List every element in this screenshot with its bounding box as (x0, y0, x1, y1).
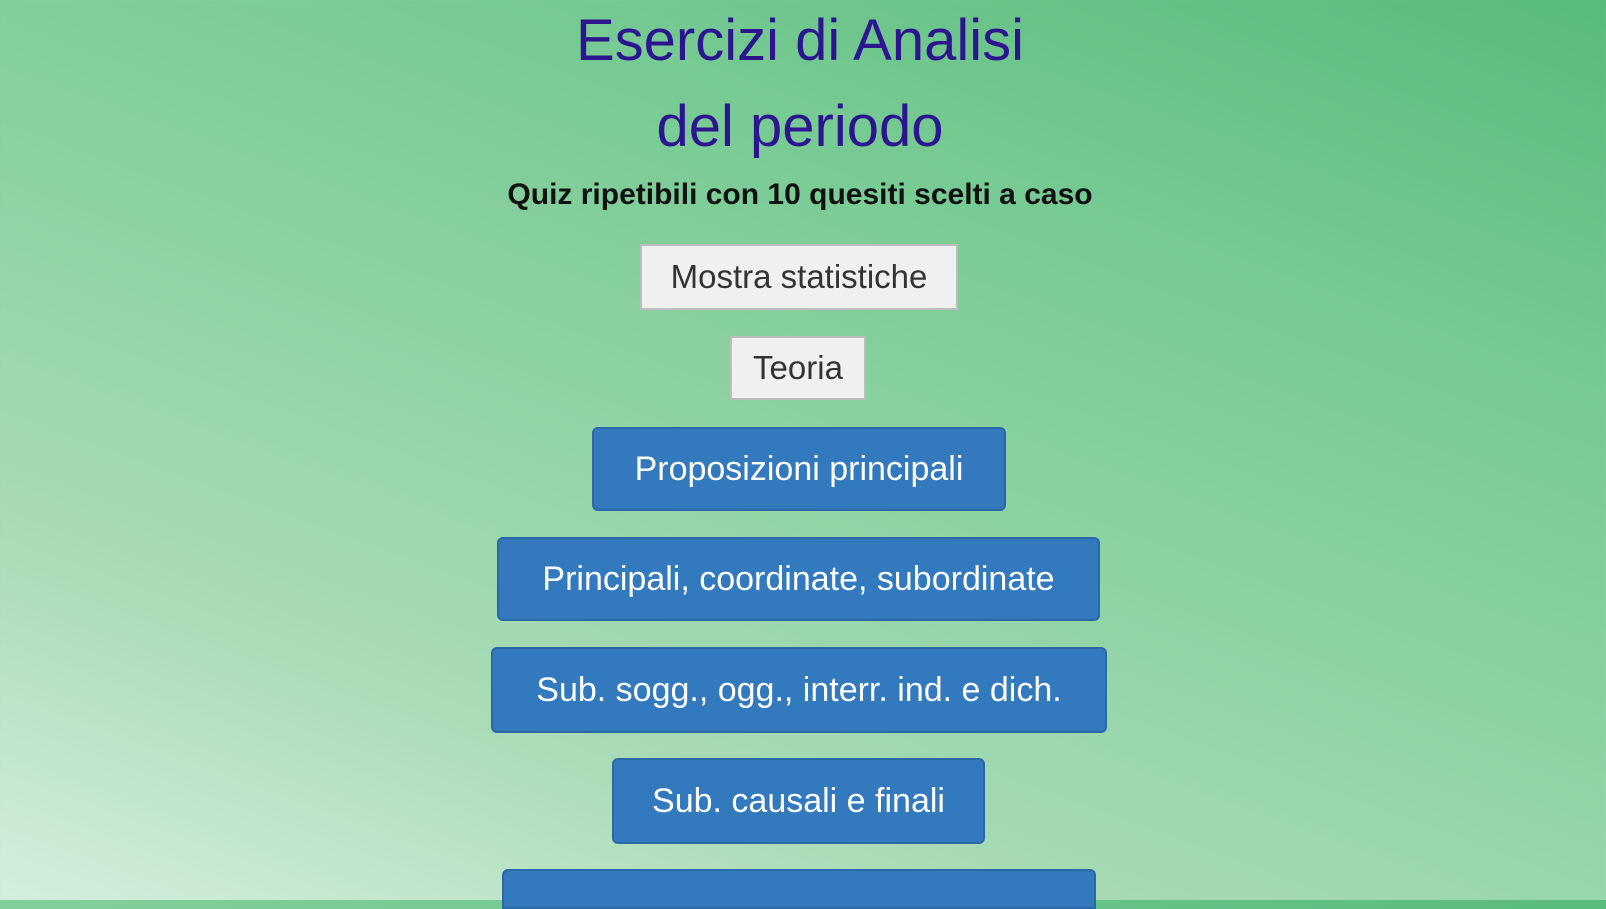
quiz-button-partial[interactable] (502, 869, 1096, 909)
quiz-button-sub-causali-finali[interactable]: Sub. causali e finali (612, 758, 985, 844)
quiz-button-sub-sogg-ogg[interactable]: Sub. sogg., ogg., interr. ind. e dich. (491, 647, 1107, 733)
show-statistics-button[interactable]: Mostra statistiche (640, 244, 958, 310)
page-subtitle: Quiz ripetibili con 10 quesiti scelti a caso (507, 178, 1093, 211)
page-title-line-2: del periodo (656, 94, 944, 159)
page-title-line-1: Esercizi di Analisi (575, 8, 1025, 73)
quiz-button-principali-coordinate-subordinate[interactable]: Principali, coordinate, subordinate (497, 537, 1100, 621)
quiz-button-proposizioni-principali[interactable]: Proposizioni principali (592, 427, 1006, 511)
theory-button[interactable]: Teoria (730, 336, 866, 400)
